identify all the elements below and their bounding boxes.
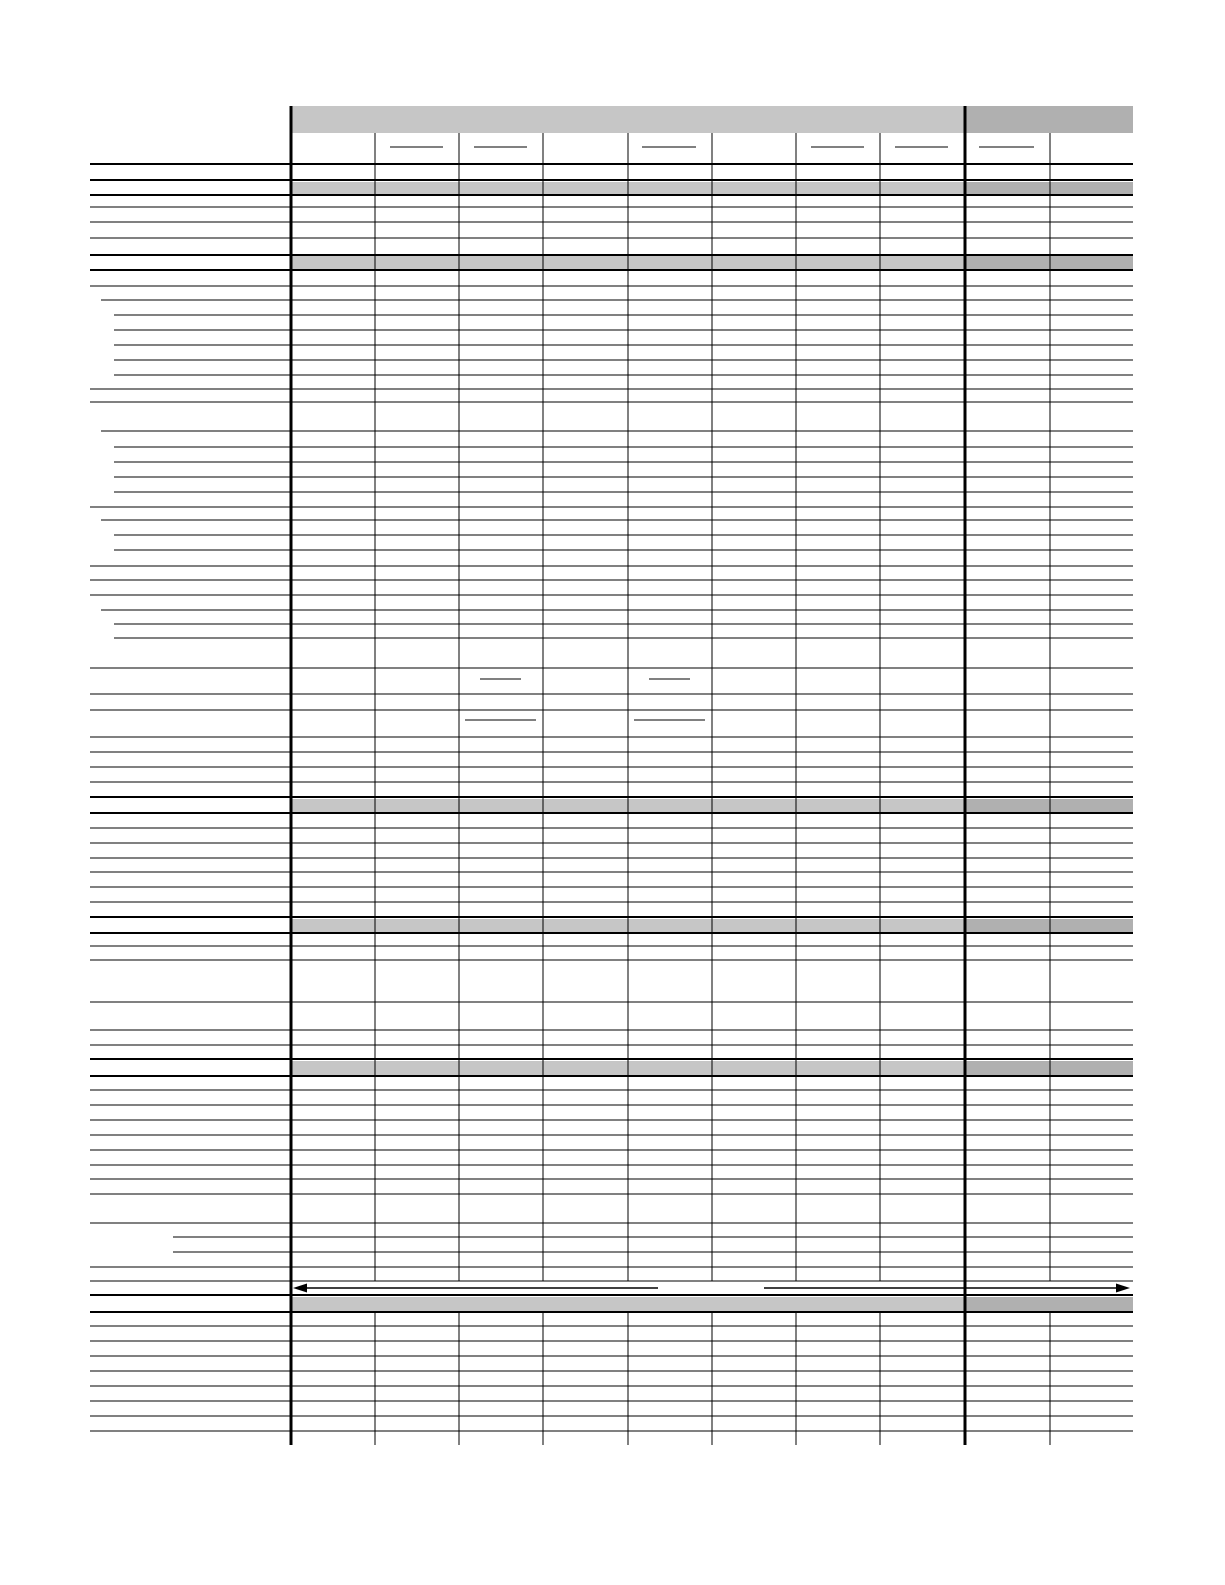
section-band-main-6 bbox=[291, 1297, 965, 1312]
section-band-side-1 bbox=[965, 182, 1133, 194]
section-band-side-3 bbox=[965, 799, 1133, 812]
section-band-side-6 bbox=[965, 1297, 1133, 1312]
header-band-side bbox=[965, 106, 1133, 133]
span-arrow-right-head bbox=[1116, 1284, 1130, 1293]
span-arrow-left-head bbox=[293, 1284, 307, 1293]
section-band-side-4 bbox=[965, 919, 1133, 932]
section-band-side-5 bbox=[965, 1061, 1133, 1075]
section-band-side-2 bbox=[965, 256, 1133, 269]
header-band-main bbox=[291, 106, 965, 133]
